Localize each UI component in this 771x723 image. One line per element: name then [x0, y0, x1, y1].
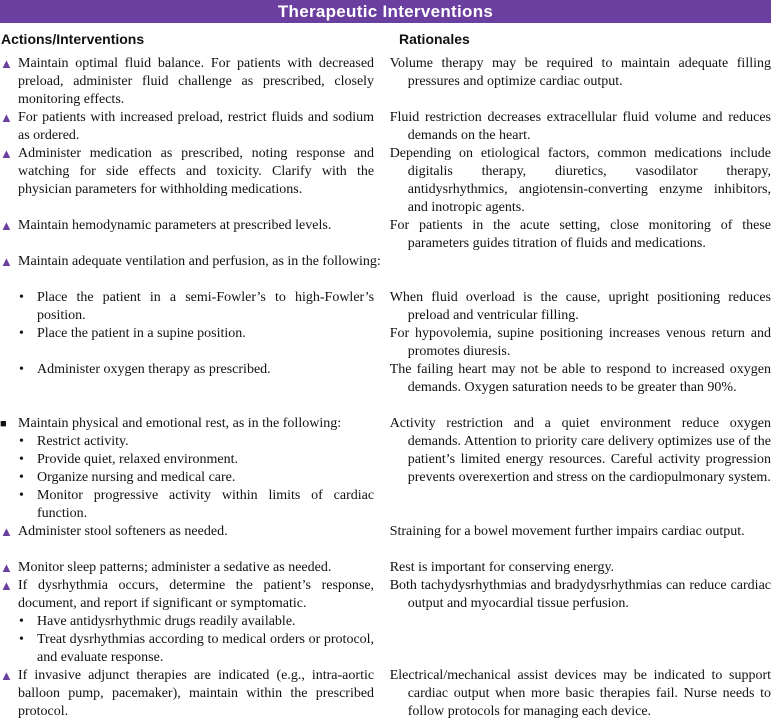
rationale-text: The failing heart may not be able to respond to increased oxygen demands. Oxygen saturation needs to be greater than 90%. — [389, 362, 771, 395]
section-title: Therapeutic Interventions — [0, 0, 771, 23]
action-text: If dysrhythmia occurs, determine the patient’s response, document, and report if significant or symptomatic. — [18, 578, 375, 611]
action-text: Maintain optimal fluid balance. For patients with decreased preload, administer fluid challenge as prescribed, closely monitoring effects. — [18, 56, 375, 107]
triangle-bullet-icon: ▲ — [0, 56, 13, 71]
triangle-bullet-icon: ▲ — [0, 254, 13, 269]
sub-action-text: Organize nursing and medical care. — [37, 470, 236, 485]
square-bullet-icon: ■ — [0, 418, 7, 430]
action-text: Maintain hemodynamic parameters at prescribed levels. — [18, 218, 332, 233]
dot-bullet-icon: • — [19, 452, 24, 467]
dot-bullet-icon: • — [19, 290, 24, 305]
rationale-text: For hypovolemia, supine positioning increases venous return and promotes diuresis. — [389, 326, 771, 359]
table-row — [0, 145, 771, 217]
triangle-bullet-icon: ▲ — [0, 668, 13, 683]
table-row — [0, 109, 771, 145]
triangle-bullet-icon: ▲ — [0, 218, 13, 233]
rationale-text: Electrical/mechanical assist devices may be indicated to support cardiac output when more basic therapies fail. Nurse needs to follow protocols for managing each device. — [389, 668, 771, 719]
table-row — [0, 253, 771, 289]
action-text: Maintain adequate ventilation and perfusion, as in the following: — [18, 254, 381, 269]
table-row — [0, 577, 771, 667]
table-row — [0, 523, 771, 559]
action-text: Maintain physical and emotional rest, as in the following: — [18, 416, 342, 431]
sub-action-text: Have antidysrhythmic drugs readily available. — [37, 614, 296, 629]
rationale-text: Activity restriction and a quiet environment reduce oxygen demands. Attention to priority care delivery optimizes use of the patient’s limited energy resources. Careful activity progression prevents overexertion and stress on the cardiopulmonary system. — [389, 416, 771, 485]
dot-bullet-icon: • — [19, 362, 24, 377]
table-row — [0, 667, 771, 721]
action-text: Monitor sleep patterns; administer a sedative as needed. — [18, 560, 332, 575]
table-row — [0, 559, 771, 577]
rationales-header: Rationales — [399, 31, 470, 47]
table-row — [0, 361, 771, 415]
sub-action-text: Place the patient in a supine position. — [37, 326, 246, 341]
table-row — [0, 217, 771, 253]
column-headers — [0, 23, 771, 55]
dot-bullet-icon: • — [19, 632, 24, 647]
sub-action-text: Administer oxygen therapy as prescribed. — [37, 362, 271, 377]
action-text: Administer stool softeners as needed. — [18, 524, 228, 539]
table-row — [0, 415, 771, 523]
action-text: For patients with increased preload, restrict fluids and sodium as ordered. — [18, 110, 375, 143]
dot-bullet-icon: • — [19, 470, 24, 485]
triangle-bullet-icon: ▲ — [0, 524, 13, 539]
actions-header: Actions/Interventions — [1, 31, 145, 47]
rationale-text: Volume therapy may be required to maintain adequate filling pressures and optimize cardiac output. — [389, 56, 771, 89]
triangle-bullet-icon: ▲ — [0, 146, 13, 161]
table-row — [0, 55, 771, 109]
dot-bullet-icon: • — [19, 488, 24, 503]
sub-action-text: Treat dysrhythmias according to medical orders or protocol, and evaluate response. — [37, 632, 375, 665]
dot-bullet-icon: • — [19, 326, 24, 341]
rationale-text: For patients in the acute setting, close monitoring of these parameters guides titration of fluids and medications. — [389, 218, 771, 251]
table-row — [0, 325, 771, 361]
rationale-text: Both tachydysrhythmias and bradydysrhythmias can reduce cardiac output and myocardial tissue perfusion. — [389, 578, 771, 611]
sub-action-text: Monitor progressive activity within limits of cardiac function. — [37, 488, 375, 521]
dot-bullet-icon: • — [19, 434, 24, 449]
sub-action-text: Provide quiet, relaxed environment. — [37, 452, 238, 467]
action-text: Administer medication as prescribed, noting response and watching for side effects and toxicity. Clarify with the physician parameters for withholding medications. — [18, 146, 375, 197]
sub-action-text: Restrict activity. — [37, 434, 129, 449]
rationale-text: Straining for a bowel movement further impairs cardiac output. — [389, 524, 745, 539]
table-row — [0, 289, 771, 325]
action-text: If invasive adjunct therapies are indicated (e.g., intra-aortic balloon pump, pacemaker), maintain within the prescribed protocol. — [18, 668, 375, 719]
rationale-text: When fluid overload is the cause, upright positioning reduces preload and ventricular filling. — [389, 290, 771, 323]
rationale-text: Fluid restriction decreases extracellular fluid volume and reduces demands on the heart. — [389, 110, 771, 143]
triangle-bullet-icon: ▲ — [0, 560, 13, 575]
dot-bullet-icon: • — [19, 614, 24, 629]
rationale-text: Depending on etiological factors, common medications include digitalis therapy, diuretics, vasodilator therapy, antidysrhythmics, angiotensin-converting enzyme inhibitors, and inotropic agents. — [389, 146, 771, 215]
sub-action-text: Place the patient in a semi-Fowler’s to high-Fowler’s position. — [37, 290, 375, 323]
rationale-text: Rest is important for conserving energy. — [389, 560, 615, 575]
triangle-bullet-icon: ▲ — [0, 110, 13, 125]
triangle-bullet-icon: ▲ — [0, 578, 13, 593]
